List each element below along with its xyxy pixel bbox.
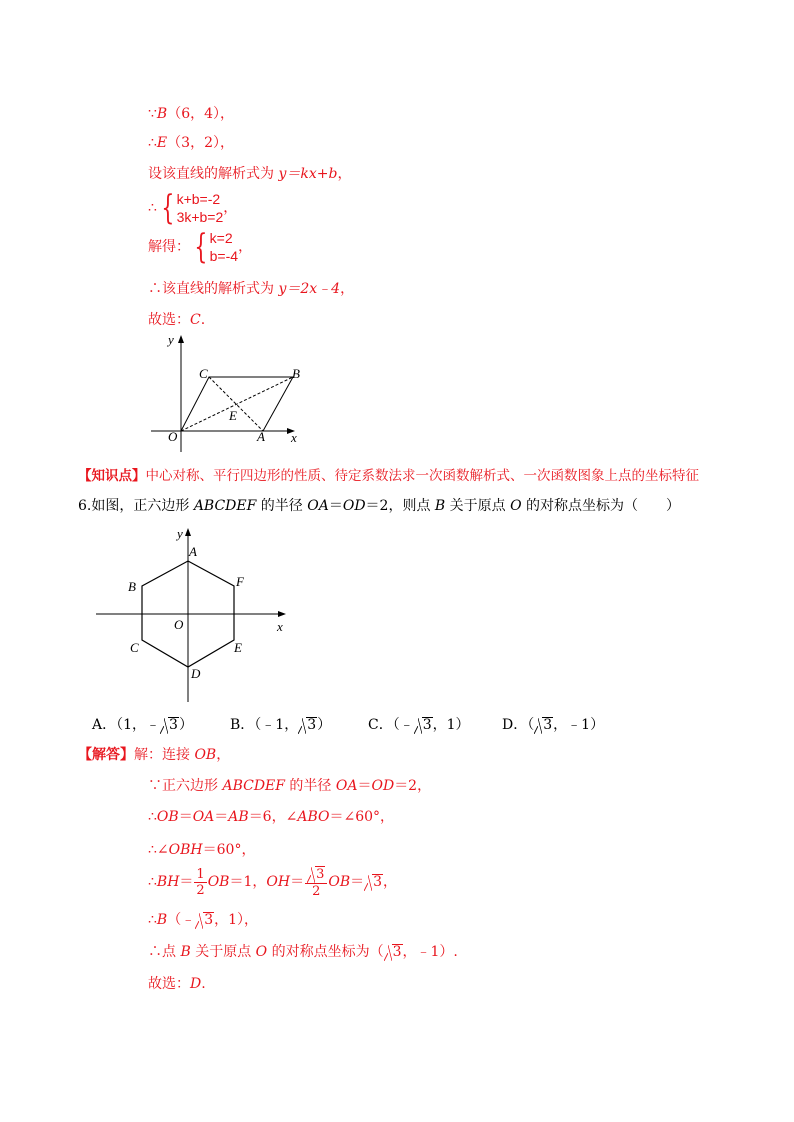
sol5-line3: 设该直线的解析式为 y＝kx+b， bbox=[148, 166, 352, 182]
option-d[interactable]: D．（ 3，﹣1） bbox=[502, 717, 605, 733]
label-y: y bbox=[177, 526, 183, 541]
fraction-half: $\frac{1}{2}$ bbox=[196, 866, 205, 898]
sol6-step1: ∵正六边形 ABCDEF 的半径 OA＝OD＝2， bbox=[148, 778, 432, 794]
label-B: B bbox=[128, 579, 136, 594]
sol5-line6: ∴该直线的解析式为 y＝2x﹣4， bbox=[148, 281, 355, 297]
label-E: E bbox=[234, 640, 242, 655]
label-C: C bbox=[130, 640, 139, 655]
y-axis-arrow bbox=[178, 335, 184, 343]
knowledge-point: 【知识点】中心对称、平行四边形的性质、待定系数法求一次函数解析式、一次函数图象上点的坐标特征 bbox=[78, 468, 699, 484]
label-D: D bbox=[191, 666, 201, 681]
option-c[interactable]: C．（﹣ 3，1） bbox=[368, 717, 470, 733]
sol6-step5: ∴B（﹣ 3，1）， bbox=[148, 912, 259, 928]
sol6-step4: ∴BH＝ $\frac{1}{2}$ OB＝1，OH＝ $\frac{3}{2}$ OB＝ 3， bbox=[148, 866, 398, 899]
sol5-line7: 故选：C. bbox=[148, 312, 206, 328]
label-F: F bbox=[236, 574, 244, 589]
diagonal-OB bbox=[181, 377, 293, 431]
label-C: C bbox=[199, 366, 208, 381]
label-B: B bbox=[292, 366, 300, 381]
label-x: x bbox=[277, 619, 283, 634]
sol6-step6: ∴点 B 关于原点 O 的对称点坐标为（ 3，﹣1）. bbox=[148, 944, 458, 960]
sol5-line4-system: ∴ { k+b=-2 3k+b=2 ， bbox=[148, 188, 238, 228]
label-O: O bbox=[168, 429, 178, 444]
x-axis-arrow bbox=[278, 611, 286, 617]
label-x: x bbox=[291, 430, 297, 445]
sol5-line1: ∵B（6，4）， bbox=[148, 106, 235, 122]
option-a[interactable]: A．（1，﹣ 3） bbox=[92, 717, 193, 733]
question-6: 6.如图，正六边形 ABCDEF 的半径 OA＝OD＝2，则点 B 关于原点 O 的对称点坐标为（ ） bbox=[78, 498, 681, 514]
label-y: y bbox=[168, 332, 174, 347]
sol6-step3: ∴∠OBH＝60°， bbox=[148, 842, 256, 858]
sol6-intro: 【解答】解：连接 OB， bbox=[78, 747, 231, 763]
y-axis-arrow bbox=[185, 528, 191, 536]
label-A: A bbox=[189, 544, 197, 559]
label-E: E bbox=[229, 408, 237, 423]
figure-hexagon bbox=[92, 522, 292, 707]
label-A: A bbox=[257, 429, 265, 444]
label-O: O bbox=[174, 617, 184, 632]
sol5-line2: ∴E（3，2）， bbox=[148, 135, 234, 151]
figure-parallelogram bbox=[145, 330, 315, 455]
sol5-line5-system: 解得： { k=2 b=-4 ， bbox=[148, 227, 253, 267]
sol6-step7: 故选：D. bbox=[148, 976, 206, 992]
fraction-sqrt3-over-2: $\frac{3}{2}$ bbox=[305, 866, 327, 899]
sol6-step2: ∴OB＝OA＝AB＝6，∠ABO＝∠60°， bbox=[148, 809, 395, 825]
option-b[interactable]: B．（﹣1， 3） bbox=[230, 717, 332, 733]
